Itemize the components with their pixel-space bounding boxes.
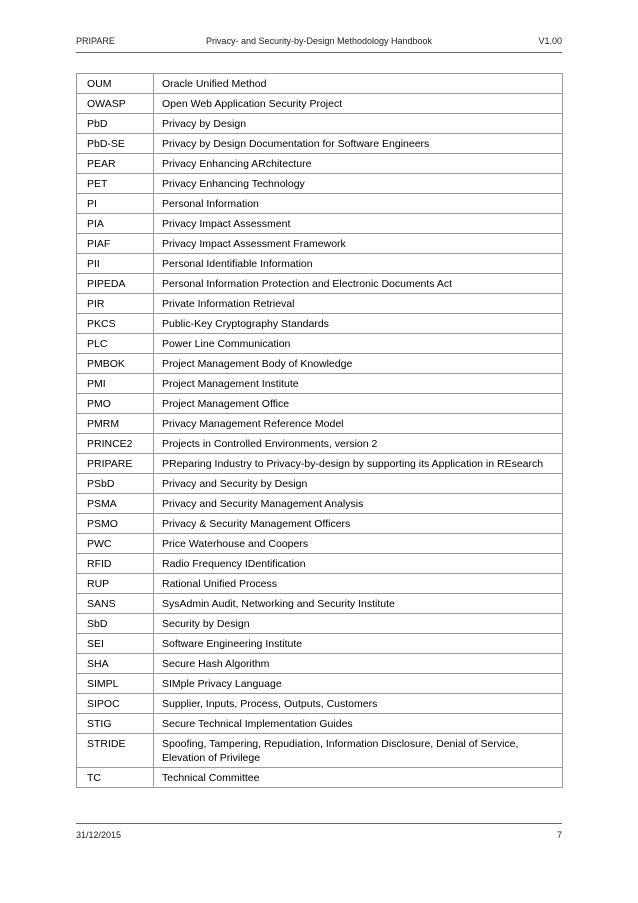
definition-cell: Secure Hash Algorithm (154, 654, 563, 674)
abbreviation-cell: PI (77, 194, 154, 214)
abbreviation-cell: PMBOK (77, 354, 154, 374)
abbreviation-cell: OUM (77, 74, 154, 94)
abbreviation-cell: PIR (77, 294, 154, 314)
table-row (77, 254, 563, 274)
table-row (77, 574, 563, 594)
definition-cell: Privacy and Security by Design (154, 474, 563, 494)
table-row (77, 234, 563, 254)
table-row (77, 114, 563, 134)
definition-cell: Software Engineering Institute (154, 634, 563, 654)
abbreviation-cell: SIPOC (77, 694, 154, 714)
definition-cell: Projects in Controlled Environments, version 2 (154, 434, 563, 454)
table-row (77, 214, 563, 234)
page-header (76, 36, 562, 50)
abbreviation-cell: PLC (77, 334, 154, 354)
table-row (77, 394, 563, 414)
table-row (77, 674, 563, 694)
footer-page-number: 7 (556, 830, 562, 840)
definition-cell: Personal Identifiable Information (154, 254, 563, 274)
definition-cell: SIMple Privacy Language (154, 674, 563, 694)
table-row (77, 354, 563, 374)
definition-cell: Privacy and Security Management Analysis (154, 494, 563, 514)
abbreviations-table (76, 73, 563, 788)
abbreviation-cell: PIPEDA (77, 274, 154, 294)
definition-cell: Open Web Application Security Project (154, 94, 563, 114)
abbreviation-cell: PRIPARE (77, 454, 154, 474)
definition-cell: Radio Frequency IDentification (154, 554, 563, 574)
abbreviation-cell: SHA (77, 654, 154, 674)
table-row (77, 294, 563, 314)
table-row (77, 634, 563, 654)
definition-cell: Supplier, Inputs, Process, Outputs, Customers (154, 694, 563, 714)
table-row (77, 534, 563, 554)
table-row (77, 314, 563, 334)
page-footer (76, 830, 562, 844)
table-row (77, 374, 563, 394)
definition-cell: SysAdmin Audit, Networking and Security Institute (154, 594, 563, 614)
header-rule (76, 52, 562, 53)
abbreviation-cell: PbD-SE (77, 134, 154, 154)
header-project-name: PRIPARE (76, 36, 115, 46)
definition-cell: Oracle Unified Method (154, 74, 563, 94)
definition-cell: Secure Technical Implementation Guides (154, 714, 563, 734)
table-row (77, 614, 563, 634)
definition-cell: Privacy & Security Management Officers (154, 514, 563, 534)
table-row (77, 514, 563, 534)
definition-cell: Price Waterhouse and Coopers (154, 534, 563, 554)
definition-cell: Spoofing, Tampering, Repudiation, Information Disclosure, Denial of Service, Elevation of Privilege (154, 734, 563, 768)
abbreviation-cell: STRIDE (77, 734, 154, 768)
definition-cell: Privacy Enhancing Technology (154, 174, 563, 194)
abbreviation-cell: RFID (77, 554, 154, 574)
abbreviation-cell: SIMPL (77, 674, 154, 694)
table-row (77, 134, 563, 154)
abbreviation-cell: PMO (77, 394, 154, 414)
definition-cell: Rational Unified Process (154, 574, 563, 594)
abbreviation-cell: TC (77, 768, 154, 788)
definition-cell: Technical Committee (154, 768, 563, 788)
definition-cell: Private Information Retrieval (154, 294, 563, 314)
abbreviation-cell: PIA (77, 214, 154, 234)
definition-cell: Privacy Enhancing ARchitecture (154, 154, 563, 174)
table-row (77, 154, 563, 174)
abbreviation-cell: STIG (77, 714, 154, 734)
abbreviation-cell: PbD (77, 114, 154, 134)
abbreviation-cell: PSMA (77, 494, 154, 514)
abbreviation-cell: SANS (77, 594, 154, 614)
header-document-title: Privacy- and Security-by-Design Methodology Handbook (205, 36, 433, 46)
footer-date: 31/12/2015 (76, 830, 122, 840)
definition-cell: Privacy Management Reference Model (154, 414, 563, 434)
definition-cell: Privacy by Design (154, 114, 563, 134)
definition-cell: Power Line Communication (154, 334, 563, 354)
table-row (77, 194, 563, 214)
abbreviation-cell: PRINCE2 (77, 434, 154, 454)
table-row (77, 474, 563, 494)
abbreviation-cell: PSMO (77, 514, 154, 534)
table-row (77, 734, 563, 768)
definition-cell: Privacy by Design Documentation for Software Engineers (154, 134, 563, 154)
abbreviation-cell: SEI (77, 634, 154, 654)
abbreviation-cell: OWASP (77, 94, 154, 114)
table-row (77, 434, 563, 454)
definition-cell: Security by Design (154, 614, 563, 634)
definition-cell: Privacy Impact Assessment Framework (154, 234, 563, 254)
abbreviation-cell: PIAF (77, 234, 154, 254)
abbreviation-cell: PMRM (77, 414, 154, 434)
definition-cell: Privacy Impact Assessment (154, 214, 563, 234)
table-row (77, 714, 563, 734)
abbreviation-cell: RUP (77, 574, 154, 594)
definition-cell: Project Management Body of Knowledge (154, 354, 563, 374)
table-row (77, 494, 563, 514)
table-row (77, 414, 563, 434)
definition-cell: PReparing Industry to Privacy-by-design by supporting its Application in REsearch (154, 454, 563, 474)
footer-rule (76, 823, 562, 824)
abbreviation-cell: PWC (77, 534, 154, 554)
definition-cell: Personal Information Protection and Electronic Documents Act (154, 274, 563, 294)
header-version: V1.00 (538, 36, 562, 46)
abbreviation-cell: PET (77, 174, 154, 194)
table-row (77, 654, 563, 674)
table-row (77, 74, 563, 94)
abbreviation-cell: SbD (77, 614, 154, 634)
abbreviation-cell: PMI (77, 374, 154, 394)
abbreviations-table-body (77, 74, 563, 788)
abbreviation-cell: PSbD (77, 474, 154, 494)
table-row (77, 334, 563, 354)
abbreviation-cell: PII (77, 254, 154, 274)
table-row (77, 554, 563, 574)
abbreviation-cell: PEAR (77, 154, 154, 174)
table-row (77, 594, 563, 614)
definition-cell: Personal Information (154, 194, 563, 214)
table-row (77, 274, 563, 294)
definition-cell: Project Management Office (154, 394, 563, 414)
table-row (77, 94, 563, 114)
definition-cell: Project Management Institute (154, 374, 563, 394)
definition-cell: Public-Key Cryptography Standards (154, 314, 563, 334)
abbreviation-cell: PKCS (77, 314, 154, 334)
table-row (77, 174, 563, 194)
table-row (77, 768, 563, 788)
table-row (77, 454, 563, 474)
table-row (77, 694, 563, 714)
